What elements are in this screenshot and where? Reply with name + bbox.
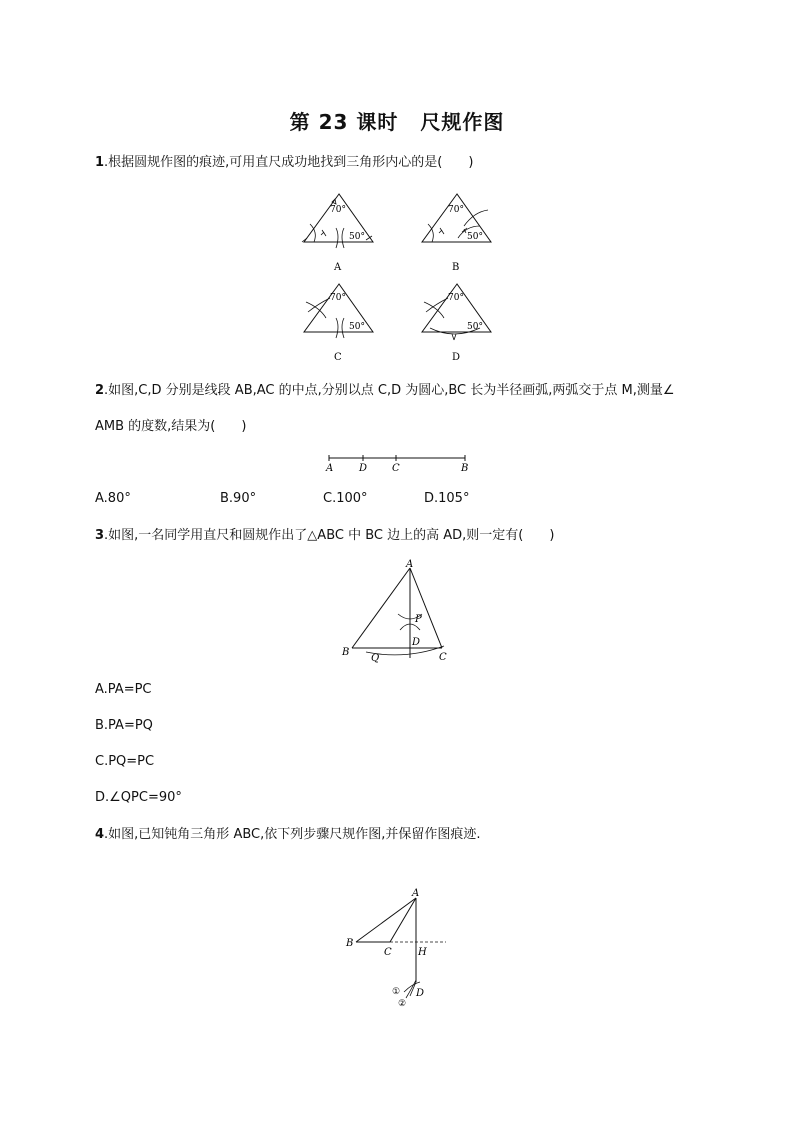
step-mark-2: ② [398, 999, 407, 1009]
point-a: A [326, 463, 334, 474]
option-label-c: C [334, 352, 342, 363]
q3-option-c[interactable]: C.PQ=PC [95, 754, 155, 769]
question-text: .如图,一名同学用直尺和圆规作出了△ABC 中 BC 边上的高 AD,则一定有( ) [104, 528, 555, 543]
question-3 [95, 527, 554, 545]
point-d: D [416, 988, 425, 999]
point-d: D [412, 637, 421, 648]
q3-option-a[interactable]: A.PA=PC [95, 682, 152, 697]
question-number: 4 [95, 827, 105, 842]
angle-label-right: 50° [467, 232, 483, 242]
q1-figure-d [414, 278, 504, 368]
option-label-d: D [452, 352, 461, 363]
point-a: A [406, 559, 414, 570]
q2-option-b[interactable]: B.90° [220, 491, 257, 506]
angle-label-right: 50° [349, 232, 365, 242]
page-title [0, 106, 794, 135]
option-label-a: A [334, 262, 342, 273]
q2-option-a[interactable]: A.80° [95, 491, 131, 506]
point-b: B [342, 647, 350, 658]
point-h: H [418, 947, 427, 958]
title-topic: 尺规作图 [420, 110, 505, 134]
question-text: .如图,C,D 分别是线段 AB,AC 的中点,分别以点 C,D 为圆心,BC 长为半径画弧,两弧交于点 M,测量∠ [104, 383, 675, 398]
point-a: A [412, 888, 420, 899]
question-1 [95, 154, 473, 172]
question-text: AMB 的度数,结果为( ) [95, 419, 247, 434]
question-2-line-1 [95, 382, 675, 400]
angle-label-top: 70° [448, 205, 464, 215]
q1-figure-c [296, 278, 386, 368]
question-4 [95, 826, 481, 844]
q2-segment-figure [322, 452, 472, 472]
q1-figure-a [296, 188, 386, 278]
question-text: .如图,已知钝角三角形 ABC,依下列步骤尺规作图,并保留作图痕迹. [104, 827, 481, 842]
point-c: C [392, 463, 400, 474]
question-number: 1 [95, 155, 105, 170]
angle-label-top: 70° [330, 205, 346, 215]
q3-option-b[interactable]: B.PA=PQ [95, 718, 153, 733]
q2-option-c[interactable]: C.100° [323, 491, 368, 506]
title-lesson: 第 23 课时 [289, 110, 399, 134]
question-text: .根据圆规作图的痕迹,可用直尺成功地找到三角形内心的是( ) [104, 155, 474, 170]
point-d: D [359, 463, 368, 474]
question-2-line-2 [95, 418, 246, 436]
step-mark-1: ① [392, 987, 401, 997]
point-b: B [461, 463, 469, 474]
q3-figure [336, 556, 466, 666]
q4-figure [340, 884, 460, 1014]
question-number: 3 [95, 528, 105, 543]
point-c: C [384, 947, 392, 958]
point-q: Q [371, 653, 380, 664]
q1-figure-b [414, 188, 504, 278]
q3-option-d[interactable]: D.∠QPC=90° [95, 790, 182, 805]
q2-option-d[interactable]: D.105° [424, 491, 470, 506]
option-label-b: B [452, 262, 460, 273]
point-c: C [439, 652, 447, 663]
angle-label-right: 50° [467, 322, 483, 332]
point-p: P [415, 614, 422, 625]
angle-label-top: 70° [330, 293, 346, 303]
angle-label-right: 50° [349, 322, 365, 332]
angle-label-top: 70° [448, 293, 464, 303]
question-number: 2 [95, 383, 105, 398]
point-b: B [346, 938, 354, 949]
